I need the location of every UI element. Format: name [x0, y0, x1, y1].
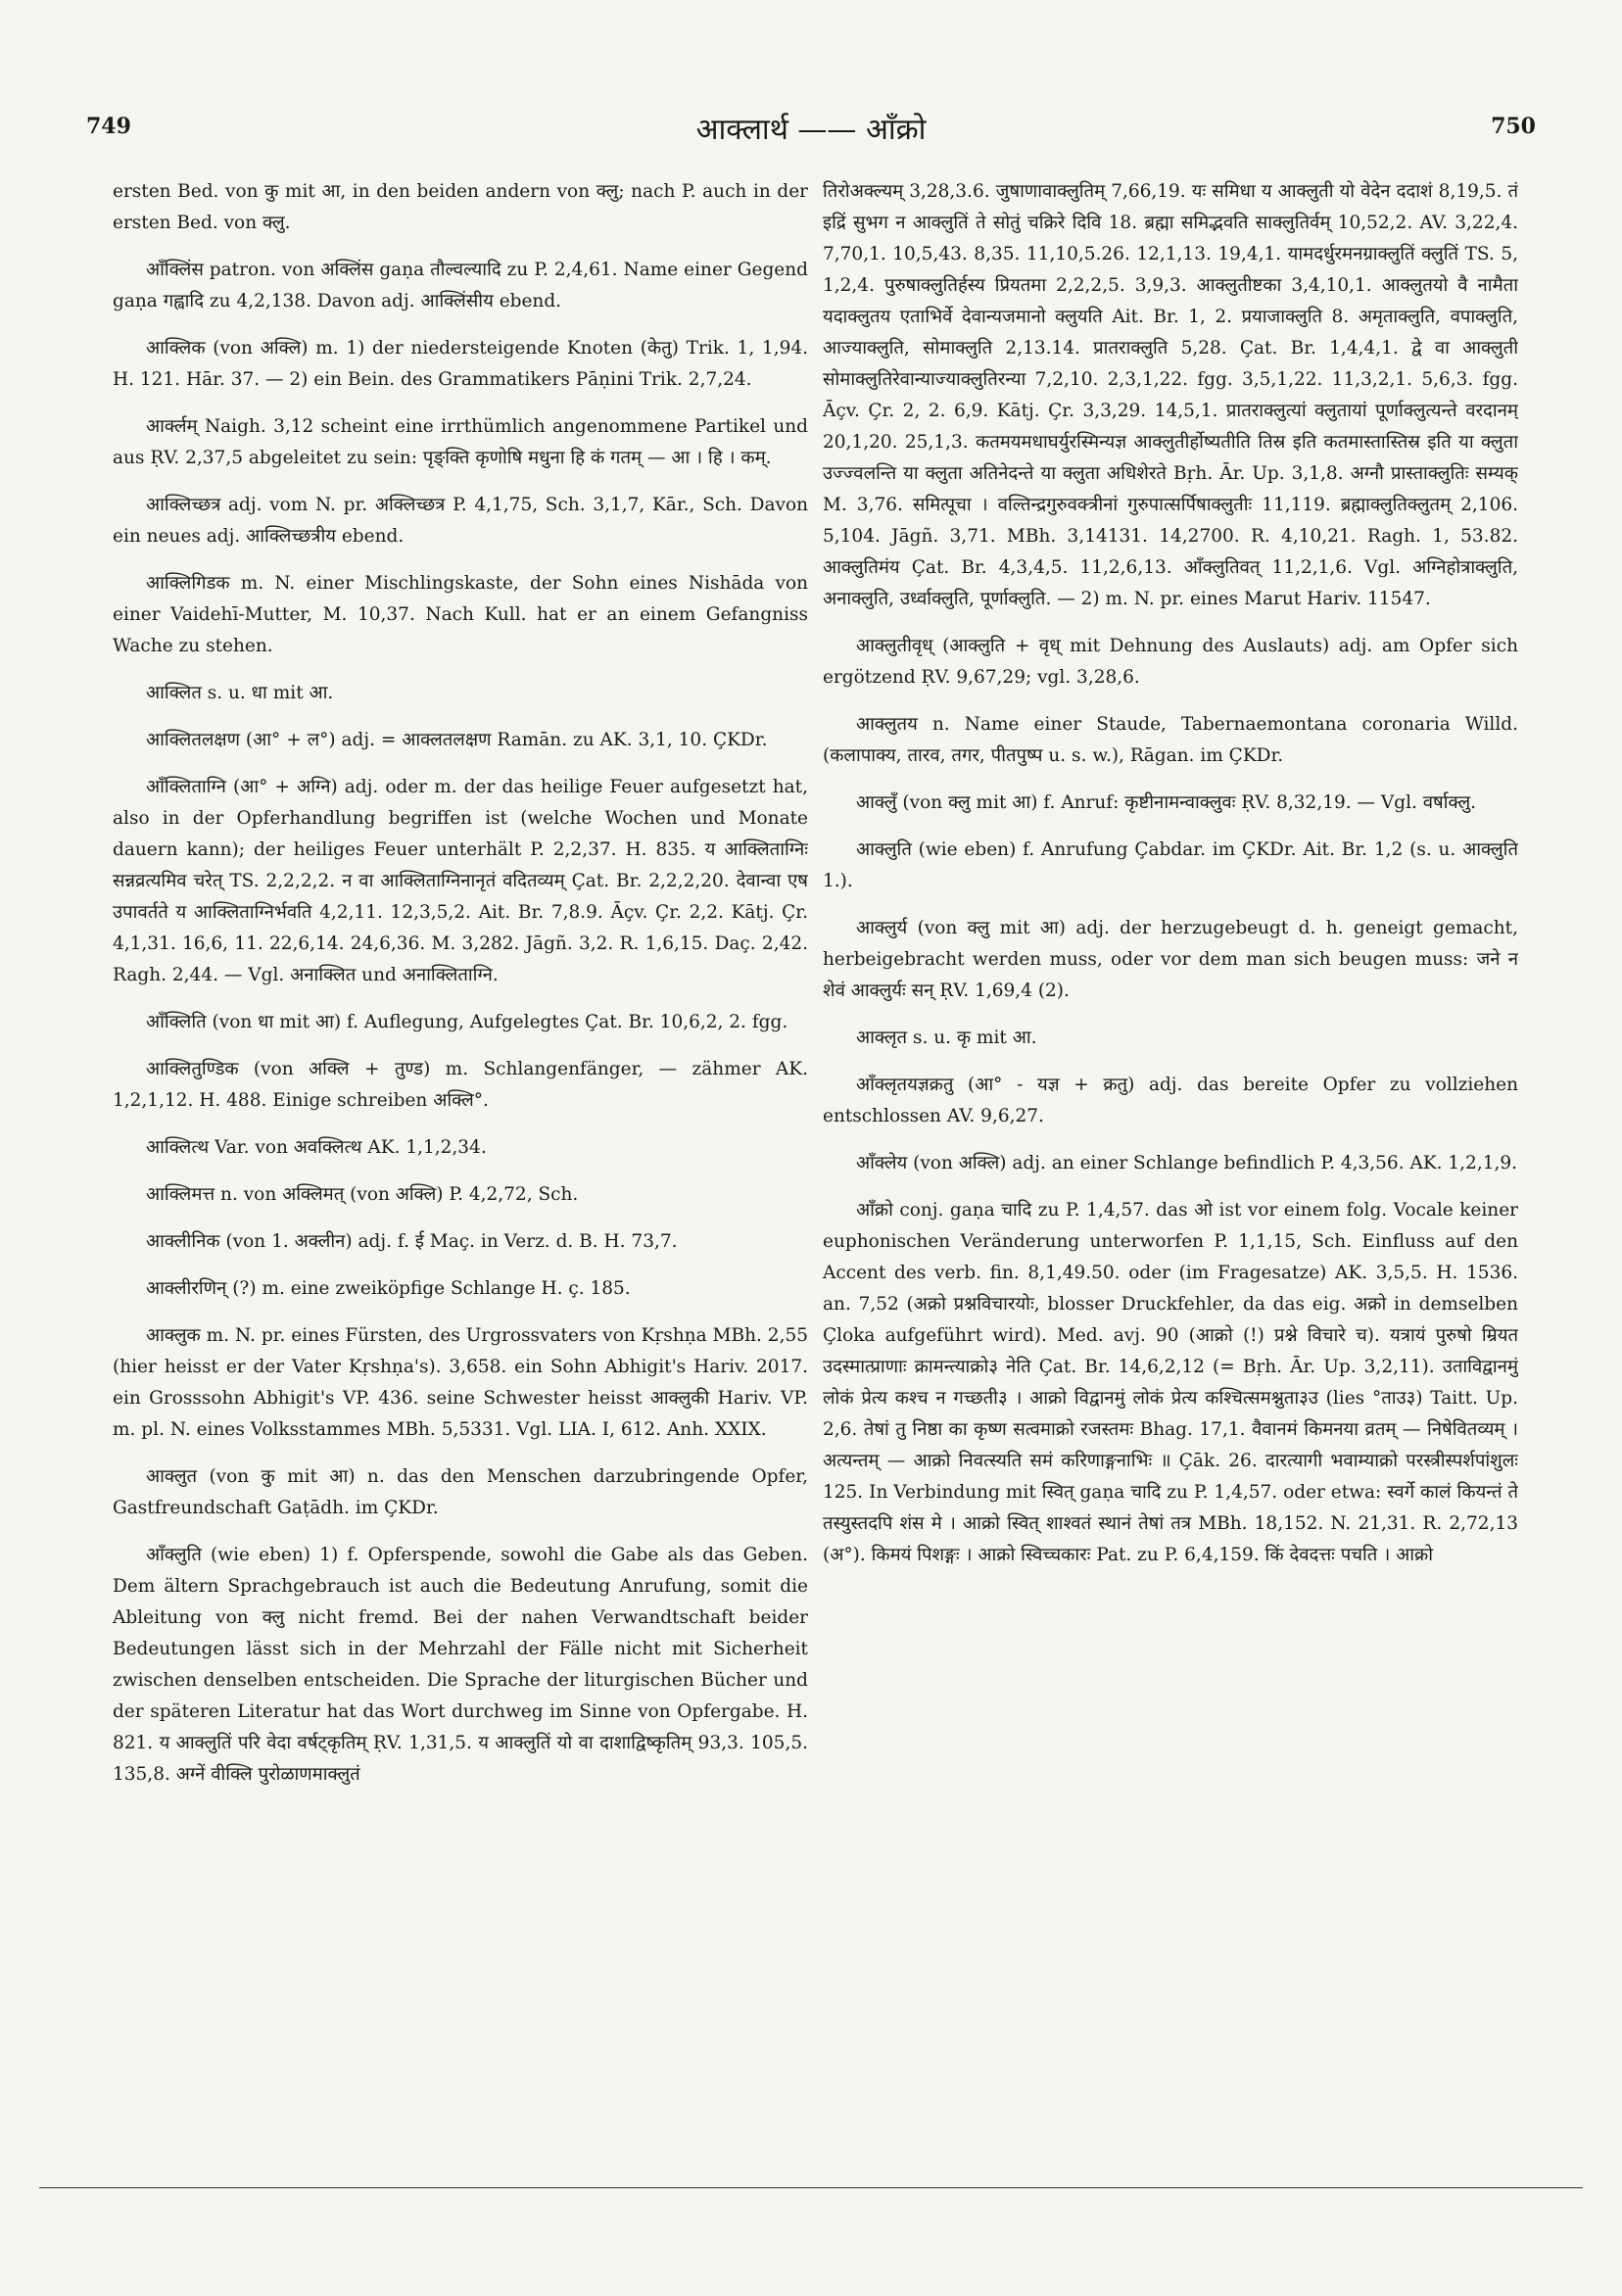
dictionary-entry: आक्लीनिक (von 1. अक्लीन) adj. f. ई Maç. in Verz. d. B. H. 73,7.	[146, 1231, 678, 1252]
dictionary-entry: आँक्लिंस patron. von अक्लिंस gaṇa तौल्वल्यादि zu P. 2,4,61. Name einer Gegend gaṇa गह्वादि zu 4,2,138. Davon adj. आक्लिंसीय ebend.	[113, 260, 808, 311]
dictionary-entry: आक्लुँ (von क्लु mit आ) f. Anruf: कृष्टीनामन्वाक्लुवः ṚV. 8,32,19. — Vgl. वर्षाक्लु.	[856, 792, 1477, 813]
right-column	[823, 176, 1518, 2135]
page-header	[86, 108, 1536, 147]
dictionary-entry: आक्लुतीवृध् (आक्लुति + वृध् mit Dehnung des Auslauts) adj. am Opfer sich ergötzend ṚV. 9,67,29; vgl. 3,28,6.	[823, 636, 1518, 688]
dictionary-entry: आक्लिक (von अक्लि) m. 1) der niedersteigende Knoten (केतु) Trik. 1, 1,94. H. 121. Hār. 37. — 2) ein Bein. des Grammatikers Pāṇini Trik. 2,7,24.	[113, 338, 808, 390]
dictionary-entry: ersten Bed. von कु mit आ, in den beiden andern von क्लु; nach P. auch in der ersten Bed. von क्लु.	[113, 181, 808, 233]
dictionary-entry: आक्लुति (wie eben) f. Anrufung Çabdar. im ÇKDr. Ait. Br. 1,2 (s. u. आक्लुति 1.).	[823, 839, 1518, 891]
dictionary-entry: आँक्लृतयज्ञक्रतु (आ° - यज्ञ + क्रतु) adj. das bereite Opfer zu vollziehen entschlossen AV. 9,6,27.	[823, 1075, 1518, 1126]
dictionary-entry: आँक्लेय (von अक्लि) adj. an einer Schlange befindlich P. 4,3,56. AK. 1,2,1,9.	[856, 1153, 1518, 1173]
dictionary-entry: आँक्लुति (wie eben) 1) f. Opferspende, sowohl die Gabe als das Geben. Dem ältern Sprachgebrauch ist auch die Bedeutung Anrufung, somit die Ableitung von क्लु nicht fremd. Bei der nahen Verwandtschaft beider Bedeutungen lässt sich in der Mehrzahl der Fälle nicht mit Sicherheit zwischen denselben entscheiden. Die Sprache der liturgischen Bücher und der späteren Literatur hat das Wort durchweg im Sinne von Opfergabe. H. 821. य आक्लुतिं परि वेदा वर्षट्कृतिम् ṚV. 1,31,5. य आक्लुतिं यो वा दाशाद्विष्कृतिम् 93,3. 105,5. 135,8. अग्नें वीक्लि पुरोळाणमाक्लुतं	[113, 1545, 808, 1785]
page-title: आक्लार्थ —— आँक्रो	[695, 113, 927, 147]
dictionary-entry: आक्लिच्छत्र adj. vom N. pr. अक्लिच्छत्र P. 4,1,75, Sch. 3,1,7, Kār., Sch. Davon ein neues adj. आक्लिच्छत्रीय ebend.	[113, 495, 808, 547]
dictionary-entry: आर्क्लम् Naigh. 3,12 scheint eine irrthümlich angenommene Partikel und aus ṚV. 2,37,5 abgeleitet zu sein: पृङ्क्ति कृणोषि मधुना हि कं गतम् — आ । हि । कम्.	[113, 416, 808, 468]
page-number-right: 750	[1491, 114, 1536, 139]
footer-rule	[39, 2187, 1583, 2188]
dictionary-entry: आँक्रो conj. gaṇa चादि zu P. 1,4,57. das ओ ist vor einem folg. Vocale keiner euphonischen Veränderung unterworfen P. 1,1,15, Sch. Einfluss auf den Accent des verb. fin. 8,1,49.50. oder (im Fragesatze) AK. 3,5,5. H. 1536. an. 7,52 (अक्रो प्रश्नविचारयोः, blosser Druckfehler, da das eig. अक्रो in demselben Çloka aufgeführt wird). Med. avj. 90 (आक्रो (!) प्रश्ने विचारे च). यत्रायं पुरुषो म्रियत उदस्मात्प्राणाः क्रामन्त्याक्रो३ नेति Çat. Br. 14,6,2,12 (= Bṛh. Ār. Up. 3,2,11). उताविद्वानमुं लोकं प्रेत्य कश्च न गच्छती३ । आक्रो विद्वानमुं लोकं प्रेत्य कश्चित्समश्नुता३उ (lies °ताउ३) Taitt. Up. 2,6. तेषां तु निष्ठा का कृष्ण सत्वमाक्रो रजस्तमः Bhag. 17,1. वैवानमं किमनया व्रतम् — निषेवितव्यम् । अत्यन्तम् — आक्रो निवत्स्यति समं करिणाङ्गनाभिः ॥ Çāk. 26. दारत्यागी भवाम्याक्रो परस्त्रीस्पर्शपांशुलः 125. In Verbindung mit स्वित् gaṇa चादि zu P. 1,4,57. oder etwa: स्वर्गे कालं कियन्तं ते तस्युस्तदपि शंस मे । आक्रो स्वित् शाश्वतं स्थानं तेषां तत्र MBh. 18,152. N. 21,31. R. 2,72,13 (अ°). किमयं पिशङ्गः । आक्रो स्विच्चकारः Pat. zu P. 6,4,159. किं देवदत्तः पचति । आक्रो	[823, 1200, 1518, 1565]
dictionary-entry: आक्लुत (von कु mit आ) n. das den Menschen darzubringende Opfer, Gastfreundschaft Gaṭādh. im ÇKDr.	[113, 1466, 808, 1518]
dictionary-entry: आक्लुक m. N. pr. eines Fürsten, des Urgrossvaters von Kṛshṇa MBh. 2,55 (hier heisst er der Vater Kṛshṇa's). 3,658. ein Sohn Abhigit's Hariv. 2017. ein Grosssohn Abhigit's VP. 436. seine Schwester heisst आक्लुकी Hariv. VP. m. pl. N. eines Volksstammes MBh. 5,5331. Vgl. LIA. I, 612. Anh. XXIX.	[113, 1325, 808, 1440]
dictionary-entry: आक्लितलक्षण (आ° + ल°) adj. = आक्लतलक्षण Ramān. zu AK. 3,1, 10. ÇKDr.	[146, 730, 768, 750]
dictionary-entry: आँक्लिति (von धा mit आ) f. Auflegung, Aufgelegtes Çat. Br. 10,6,2, 2. fgg.	[146, 1012, 788, 1032]
page-number-left: 749	[86, 114, 131, 139]
dictionary-entry: आक्लितुण्डिक (von अक्लि + तुण्ड) m. Schlangenfänger, — zähmer AK. 1,2,1,12. H. 488. Einige schreiben अक्लि°.	[113, 1059, 808, 1111]
left-column	[113, 176, 808, 2135]
dictionary-entry: आक्लुतय n. Name einer Staude, Tabernaemontana coronaria Willd. (कलापाक्य, तारव, तगर, पीतपुष्प u. s. w.), Rāgan. im ÇKDr.	[823, 714, 1518, 766]
dictionary-entry: आक्लिमत्त n. von अक्लिमत् (von अक्लि) P. 4,2,72, Sch.	[146, 1184, 579, 1205]
dictionary-entry: तिरोअक्ल्यम् 3,28,3.6. जुषाणावाक्लुतिम् 7,66,19. यः समिधा य आक्लुती यो वेदेन ददाशं 8,19,5. तं इद्रिं सुभग न आक्लुतिं ते सोतुं चक्रिरे दिवि 18. ब्रह्मा समिद्भवति साक्लुतिर्वम् 10,52,2. AV. 3,22,4. 7,70,1. 10,5,43. 8,35. 11,10,5.26. 12,1,13. 19,4,1. यामदर्धुरमनग्राक्लुतिं क्लुतिं TS. 5, 1,2,4. पुरुषाक्लुतिर्हस्य प्रियतमा 2,2,2,5. 3,9,3. आक्लुतीष्टका 3,4,10,1. आक्लुतयो वै नामैता यदाक्लुतय एताभिर्वे देवान्यजमानो क्लुयति Ait. Br. 1, 2. प्रयाजाक्लुति 8. अमृताक्लुति, वपाक्लुति, आज्याक्लुति, सोमाक्लुति 2,13.14. प्रातराक्लुति 5,28. Çat. Br. 1,4,4,1. द्वे वा आक्लुती सोमाक्लुतिरेवान्याज्याक्लुतिरन्या 7,2,10. 2,3,1,22. fgg. 3,5,1,22. 11,3,2,1. 5,6,3. fgg. Āçv. Çr. 2, 2. 6,9. Kātj. Çr. 3,3,29. 14,5,1. प्रातराक्लुत्यां क्लुतायां पूर्णाक्लुत्यन्ते वरदानम् 20,1,20. 25,1,3. कतमयमधाघर्युरस्मिन्यज्ञ आक्लुतीर्होष्यतीति तिस्र इति कतमास्तास्तिस्र इति या क्लुता उज्ज्वलन्ति या क्लुता अतिनेदन्ते या क्लुता अधिशेरते Bṛh. Ār. Up. 3,1,8. अग्नौ प्रास्ताक्लुतिः सम्यक् M. 3,76. समित्पूचा । वल्तिन्द्रगुरुवक्त्रीनां गुरुपात्सर्पिषाक्लुतीः 11,119. ब्रह्माक्लुतिक्लुतम् 2,106. 5,104. Jāgñ. 3,71. MBh. 3,14131. 14,2700. R. 4,10,21. Ragh. 1, 53.82. आक्लुतिमंय Çat. Br. 4,3,4,5. 11,2,6,13. आँक्लुतिवत् 11,2,1,6. Vgl. अग्निहोत्राक्लुति, अनाक्लुति, उर्ध्वाक्लुति, पूर्णाक्लुति. — 2) m. N. pr. eines Marut Hariv. 11547.	[823, 181, 1518, 609]
dictionary-entry: आक्लुर्य (von क्लु mit आ) adj. der herzugebeugt d. h. geneigt gemacht, herbeigebracht werden muss, oder vor dem man sich beugen muss: जने न शेवं आक्लुर्यः सन् ṚV. 1,69,4 (2).	[823, 918, 1518, 1001]
dictionary-entry: आक्लिगिडक m. N. einer Mischlingskaste, der Sohn eines Nishāda von einer Vaidehī-Mutter, M. 10,37. Nach Kull. hat er an einem Gefangniss Wache zu stehen.	[113, 573, 808, 656]
dictionary-entry: आक्लीरणिन् (?) m. eine zweiköpfige Schlange H. ç. 185.	[146, 1278, 631, 1299]
dictionary-entry: आक्लित्थ Var. von अवक्लित्थ AK. 1,1,2,34.	[146, 1137, 487, 1158]
dictionary-entry: आँक्लिताग्नि (आ° + अग्नि) adj. oder m. der das heilige Feuer aufgesetzt hat, also in der Opferhandlung begriffen ist (welche Wochen und Monate dauern kann); der heiliges Feuer unterhält P. 2,2,37. H. 835. य आक्लिताग्निः सन्नव्रत्यमिव चरेत् TS. 2,2,2,2. न वा आक्लिताग्निनानृतं वदितव्यम् Çat. Br. 2,2,2,20. देवान्वा एष उपावर्तते य आक्लिताग्निर्भवति 4,2,11. 12,3,5,2. Ait. Br. 7,8.9. Āçv. Çr. 2,2. Kātj. Çr. 4,1,31. 16,6, 11. 22,6,14. 24,6,36. M. 3,282. Jāgñ. 3,2. R. 1,6,15. Daç. 2,42. Ragh. 2,44. — Vgl. अनाक्लित und अनाक्लिताग्नि.	[113, 777, 808, 985]
dictionary-entry: आक्लृत s. u. कृ mit आ.	[856, 1028, 1037, 1048]
dictionary-entry: आक्लित s. u. धा mit आ.	[146, 683, 334, 703]
